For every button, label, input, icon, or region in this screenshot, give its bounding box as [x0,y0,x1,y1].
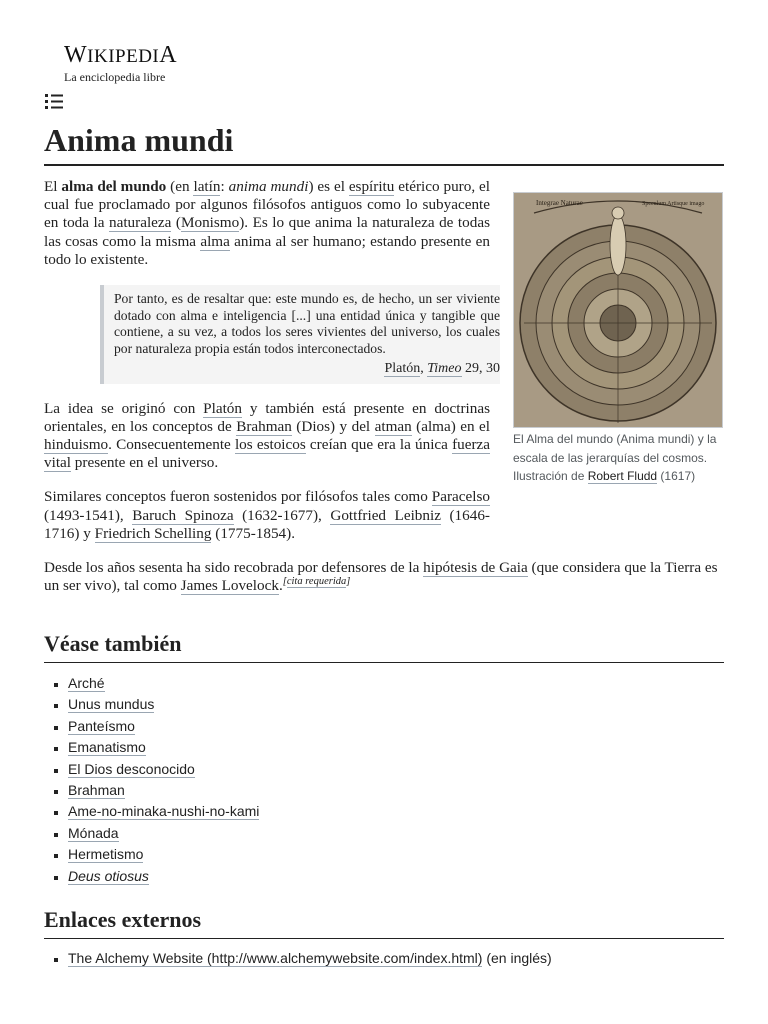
list-item [44,694,259,715]
thumbnail-caption: El Alma del mundo (Anima mundi) y la escala de las jerarquías del cosmos. Ilustración de Robert Fludd (1617) [513,432,717,483]
hamburger-list-icon[interactable] [44,92,64,110]
platon-quote [100,285,500,384]
lovelock-link[interactable]: James Lovelock [180,577,279,595]
deus-otiosus-link[interactable]: Deus otiosus [68,867,149,884]
arche-link[interactable]: Arché [68,675,105,691]
gaia-link[interactable]: hipótesis de Gaia [423,558,528,576]
see-also-list [44,673,259,887]
monismo-link[interactable]: Monismo [180,214,240,232]
list-item [44,737,259,758]
alma-link[interactable]: alma [200,232,230,250]
hermetismo-link[interactable]: Hermetismo [68,846,144,863]
paragraph-gaia: Desde los años sesenta ha sido recobrada por defensores de la hipótesis de Gaia (que considera que la Tierra es un ser vivo), tal como James Lovelock.[cita requerida] [44,558,718,595]
paragraph-philosophers: Similares conceptos fueron sostenidos por filósofos tales como Paracelso (1493-1541), Baruch Spinoza (1632-1677), Gottfried Leibniz (1646-1716) y Friedrich Schelling (1775-1854). [44,488,490,542]
hinduismo-link[interactable]: hinduismo [44,435,109,453]
language-note: (en inglés) [482,950,552,966]
term-bold: alma del mundo [61,178,167,195]
timeo-link[interactable]: Timeo [427,361,462,377]
platon-link-2[interactable]: Platón [203,399,242,417]
estoicos-link[interactable]: los estoicos [234,435,306,453]
naturaleza-link[interactable]: naturaleza [109,214,172,232]
robert-fludd-link[interactable]: Robert Fludd [587,469,658,483]
list-item [44,716,259,737]
schelling-link[interactable]: Friedrich Schelling [94,524,212,542]
monada-link[interactable]: Mónada [68,824,119,841]
list-item [44,866,259,887]
atman-link[interactable]: atman [374,417,412,435]
list-item [44,948,552,969]
cita-requerida-link[interactable]: cita requerida [286,576,347,588]
svg-text:Integrae Naturae: Integrae Naturae [536,199,583,207]
see-also-heading: Véase también [44,628,724,663]
external-links-heading: Enlaces externos [44,904,724,939]
svg-text:Speculum Artisque imago: Speculum Artisque imago [642,201,705,207]
brahman-link[interactable]: Brahman [236,417,292,435]
brahman-list-link[interactable]: Brahman [68,782,125,799]
espiritu-link[interactable]: espíritu [348,178,395,195]
citation-needed: [cita requerida] [282,576,351,588]
list-item [44,673,259,694]
latin-link[interactable]: latín [193,178,221,195]
page-title: Anima mundi [44,118,724,166]
list-item [44,823,259,844]
paragraph-origins: La idea se originó con Platón y también está presente en doctrinas orientales, en los conceptos de Brahman (Dios) y del atman (alma) en el hinduismo. Consecuentemente los estoicos creían que era la única fuerza vital presente en el universo. [44,399,491,472]
leibniz-link[interactable]: Gottfried Leibniz [330,506,441,524]
external-links-list [44,948,552,969]
emanatismo-link[interactable]: Emanatismo [68,739,146,756]
list-item [44,759,259,780]
unus-mundus-link[interactable]: Unus mundus [68,696,155,713]
list-item [44,844,259,865]
ame-no-minaka-link[interactable]: Ame-no-minaka-nushi-no-kami [68,803,260,820]
list-item [44,801,259,822]
wikipedia-logo[interactable] [64,42,177,85]
quote-text: Por tanto, es de resaltar que: este mundo es, de hecho, un ser viviente dotado con alma e inteligencia [...] una entidad única y tangible que contiene, a su vez, a todos los seres vivientes del universo, los cuales por naturaleza propia están todos interconectados. [114,291,500,356]
spinoza-link[interactable]: Baruch Spinoza [132,506,234,524]
dios-desconocido-link[interactable]: El Dios desconocido [68,760,195,777]
platon-link[interactable]: Platón [384,361,421,377]
paracelso-link[interactable]: Paracelso [431,488,490,506]
article-body [44,178,724,609]
list-item [44,780,259,801]
quote-attribution: Platón, Timeo 29, 30 [384,361,500,377]
alchemy-website-link[interactable]: The Alchemy Website (http://www.alchemywebsite.com/index.html) [68,950,483,966]
logo-subtitle: La enciclopedia libre [64,70,166,84]
logo-wordmark: WIKIPEDIA [64,42,178,68]
intro-paragraph: El alma del mundo (en latín: anima mundi) es el espíritu etérico puro, el cual fue proclamado por algunos filósofos antiguos como lo subyacente en toda la naturaleza (Monismo). Es lo que anima la naturaleza de todas las cosas como la misma alma anima al ser humano; estando presente en todo lo existente. [44,178,490,268]
fuerza-vital-link[interactable]: fuerza vital [44,435,490,472]
panteismo-link[interactable]: Panteísmo [68,717,135,734]
